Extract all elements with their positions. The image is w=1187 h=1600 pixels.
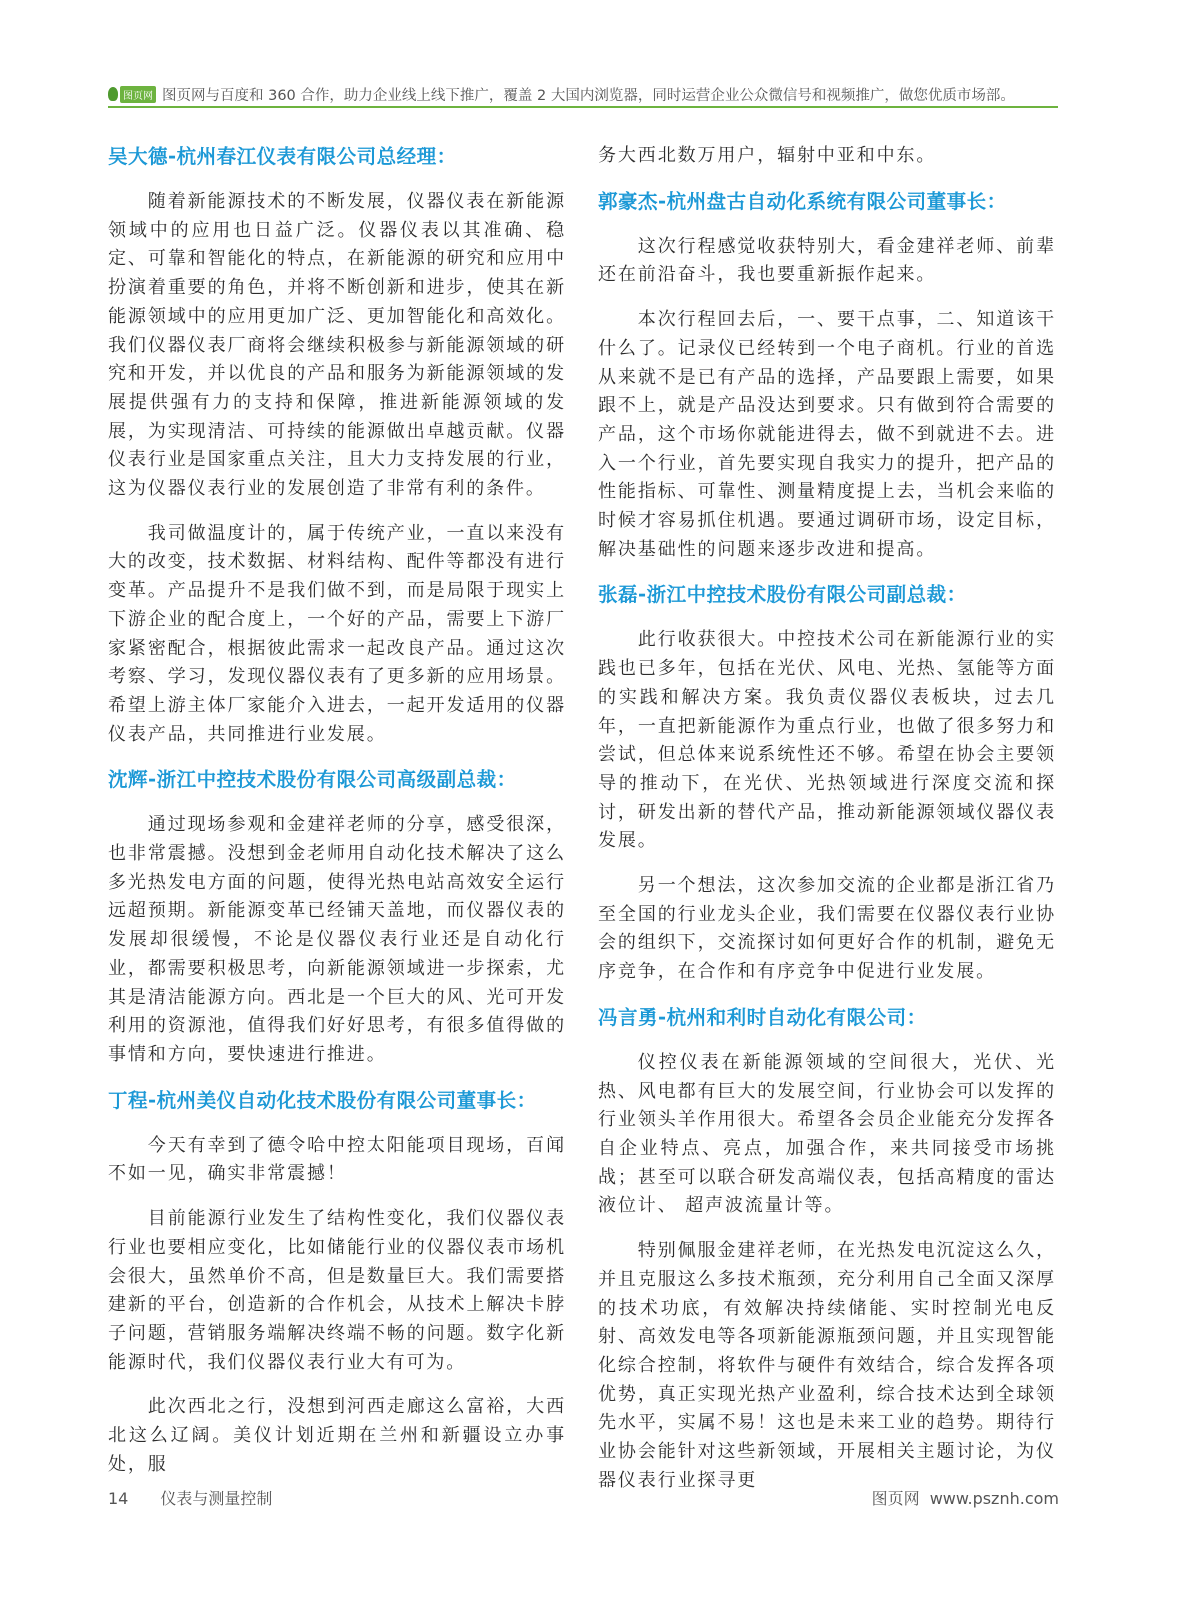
section-heading: 沈辉-浙江中控技术股份有限公司高级副总裁： xyxy=(108,768,517,792)
page-number: 14 xyxy=(108,1489,129,1508)
paragraph: 今天有幸到了德令哈中控太阳能项目现场，百闻不如一见，确实非常震撼！ xyxy=(108,1134,566,1185)
site-name: 图页网 xyxy=(871,1489,920,1508)
paragraph: 我司做温度计的，属于传统产业，一直以来没有大的改变，技术数据、材料结构、配件等都没有进行变革。产品提升不是我们做不到，而是局限于现实上下游企业的配合度上，一个好的产品，需要上下游厂家紧密配合，根据彼此需求一起改良产品。通过这次考察、学习，发现仪器仪表有了更多新的应用场景。希望上游主体厂家能介入进去，一起开发适用的仪器仪表产品，共同推进行业发展。 xyxy=(108,522,566,745)
site-url: www.psznh.com xyxy=(929,1489,1059,1508)
footer-left xyxy=(108,1486,272,1509)
paragraph: 仪控仪表在新能源领域的空间很大，光伏、光热、风电都有巨大的发展空间，行业协会可以发挥的行业领头羊作用很大。希望各会员企业能充分发挥各自企业特点、亮点，加强合作，来共同接受市场挑战；甚至可以联合研发高端仪表，包括高精度的雷达液位计、 超声波流量计等。 xyxy=(598,1051,1056,1217)
left-column xyxy=(108,142,566,1495)
logo-text: 图页网 xyxy=(120,86,156,103)
paragraph: 随着新能源技术的不断发展，仪器仪表在新能源领域中的应用也日益广泛。仪器仪表以其准确、稳定、可靠和智能化的特点，在新能源的研究和应用中扮演着重要的角色，并将不断创新和进步，使其在新能源领域中的应用更加广泛、更加智能化和高效化。我们仪器仪表厂商将会继续积极参与新能源领域的研究和开发，并以优良的产品和服务为新能源领域的发展提供强有力的支持和保障，推进新能源领域的发展，为实现清洁、可持续的能源做出卓越贡献。仪器仪表行业是国家重点关注，且大力支持发展的行业，这为仪器仪表行业的发展创造了非常有利的条件。 xyxy=(108,191,566,500)
journal-name: 仪表与测量控制 xyxy=(160,1489,273,1508)
section-heading: 冯言勇-杭州和利时自动化有限公司： xyxy=(598,1005,927,1029)
paragraph: 此次西北之行，没想到河西走廊这么富裕，大西北这么辽阔。美仪计划近期在兰州和新疆设立办事处，服 xyxy=(108,1396,566,1475)
paragraph: 通过现场参观和金建祥老师的分享，感受很深，也非常震撼。没想到金老师用自动化技术解决了这么多光热发电方面的问题，使得光热电站高效安全运行远超预期。新能源变革已经铺天盖地，而仪器仪表的发展却很缓慢，不论是仪器仪表行业还是自动化行业，都需要积极思考，向新能源领域进一步探索，尤其是清洁能源方向。西北是一个巨大的风、光可开发利用的资源池，值得我们好好思考，有很多值得做的事情和方向，要快速进行推进。 xyxy=(108,814,566,1065)
section-heading: 郭豪杰-杭州盘古自动化系统有限公司董事长： xyxy=(598,189,1007,213)
section-heading: 丁程-杭州美仪自动化技术股份有限公司董事长： xyxy=(108,1088,537,1112)
paragraph: 另一个想法，这次参加交流的企业都是浙江省乃至全国的行业龙头企业，我们需要在仪器仪表行业协会的组织下，交流探讨如何更好合作的机制，避免无序竞争，在合作和有序竞争中促进行业发展。 xyxy=(598,875,1056,983)
paragraph: 此行收获很大。中控技术公司在新能源行业的实践也已多年，包括在光伏、风电、光热、氢能等方面的实践和解决方案。我负责仪器仪表板块，过去几年，一直把新能源作为重点行业，也做了很多努力和尝试，但总体来说系统性还不够。希望在协会主要领导的推动下，在光伏、光热领域进行深度交流和探讨，研发出新的替代产品，推动新能源领域仪器仪表发展。 xyxy=(598,629,1056,852)
paragraph: 本次行程回去后，一、要干点事，二、知道该干什么了。记录仪已经转到一个电子商机。行业的首选从来就不是已有产品的选择，产品要跟上需要，如果跟不上，就是产品没达到要求。只有做到符合需要的产品，这个市场你就能进得去，做不到就进不去。进入一个行业，首先要实现自我实力的提升，把产品的性能指标、可靠性、测量精度提上去，当机会来临的时候才容易抓住机遇。要通过调研市场，设定目标，解决基础性的问题来逐步改进和提高。 xyxy=(598,309,1056,560)
right-column xyxy=(598,142,1056,1511)
paragraph: 这次行程感觉收获特别大，看金建祥老师、前辈还在前沿奋斗，我也要重新振作起来。 xyxy=(598,235,1056,286)
section-heading: 张磊-浙江中控技术股份有限公司副总裁： xyxy=(598,583,967,607)
footer-right xyxy=(872,1486,1059,1509)
paragraph: 特别佩服金建祥老师，在光热发电沉淀这么久，并且克服这么多技术瓶颈，充分利用自己全面又深厚的技术功底，有效解决持续储能、实时控制光电反射、高效发电等各项新能源瓶颈问题，并且实现智能化综合控制，将软件与硬件有效结合，综合发挥各项优势，真正实现光热产业盈利，综合技术达到全球领先水平，实属不易！这也是未来工业的趋势。期待行业协会能针对这些新领域，开展相关主题讨论，为仪器仪表行业探寻更 xyxy=(598,1240,1056,1491)
paragraph-continued: 务大西北数万用户，辐射中亚和中东。 xyxy=(598,145,937,166)
paragraph: 目前能源行业发生了结构性变化，我们仪器仪表行业也要相应变化，比如储能行业的仪器仪表市场机会很大，虽然单价不高，但是数量巨大。我们需要搭建新的平台，创造新的合作机会，从技术上解决卡脖子问题，营销服务端解决终端不畅的问题。数字化新能源时代，我们仪器仪表行业大有可为。 xyxy=(108,1208,566,1373)
header-divider xyxy=(108,106,1058,108)
leaf-icon xyxy=(108,87,118,101)
section-heading: 吴大德-杭州春江仪表有限公司总经理： xyxy=(108,145,457,168)
header-banner: 图页网与百度和 360 合作，助力企业线上线下推广，覆盖 2 大国内浏览器，同时运营企业公众微信号和视频推广，做您优质市场部。 xyxy=(162,87,1015,104)
page-header xyxy=(108,82,1056,106)
site-logo xyxy=(108,86,156,103)
